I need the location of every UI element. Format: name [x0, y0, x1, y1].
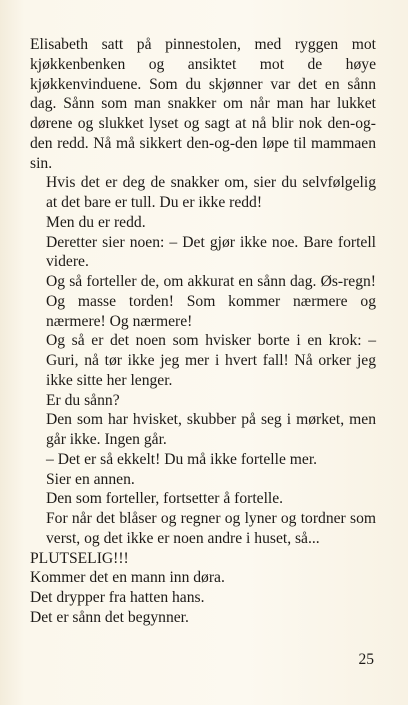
paragraph: Er du sånn? [46, 391, 120, 409]
paragraph: – Det er så ekkelt! Du må ikke fortelle mer. [46, 450, 318, 468]
paragraph: For når det blåser og regner og lyner og tordner som verst, og det ikke er noen andre i huset, så... [46, 510, 376, 547]
paragraph: Men du er redd. [46, 213, 146, 231]
paragraph: Det drypper fra hatten hans. [30, 589, 205, 606]
paragraph: Deretter sier noen: – Det gjør ikke noe. Bare fortell videre. [46, 233, 376, 271]
paragraph: Den som har hvisket, skubber på seg i mørket, men går ikke. Ingen går. [46, 411, 376, 448]
page-number: 25 [358, 651, 374, 668]
paragraph: Kommer det en mann inn døra. [30, 569, 225, 587]
paragraph: PLUTSELIG!!! [30, 549, 129, 567]
body-text [30, 35, 376, 628]
paragraph: Det er sånn det begynner. [30, 608, 189, 626]
paragraph: Og så er det noen som hvisker borte i en krok: – Guri, nå tør ikke jeg mer i hvert fall! Nå orker jeg ikke sitte her lenger. [46, 332, 376, 389]
paragraph: Elisabeth satt på pinnestolen, med ryggen mot kjøkkenbenken og ansiktet mot de høye kjøkkenvinduene. Som du skjønner var det en sånn dag. Sånn som man snakker om når man har lukket dørene og slukket lyset og sagt at nå blir nok den-og-den redd. Nå må sikkert den-og-den løpe til mammaen sin. [30, 36, 376, 172]
paragraph: Sier en annen. [46, 470, 135, 488]
paragraph: Hvis det er deg de snakker om, sier du selvfølgelig at det bare er tull. Du er ikke redd! [46, 174, 376, 211]
paragraph: Den som forteller, fortsetter å fortelle. [46, 490, 284, 508]
paragraph: Og så forteller de, om akkurat en sånn dag. Øs-regn! Og masse torden! Som kommer nærmere og nærmere! Og nærmere! [46, 273, 376, 330]
